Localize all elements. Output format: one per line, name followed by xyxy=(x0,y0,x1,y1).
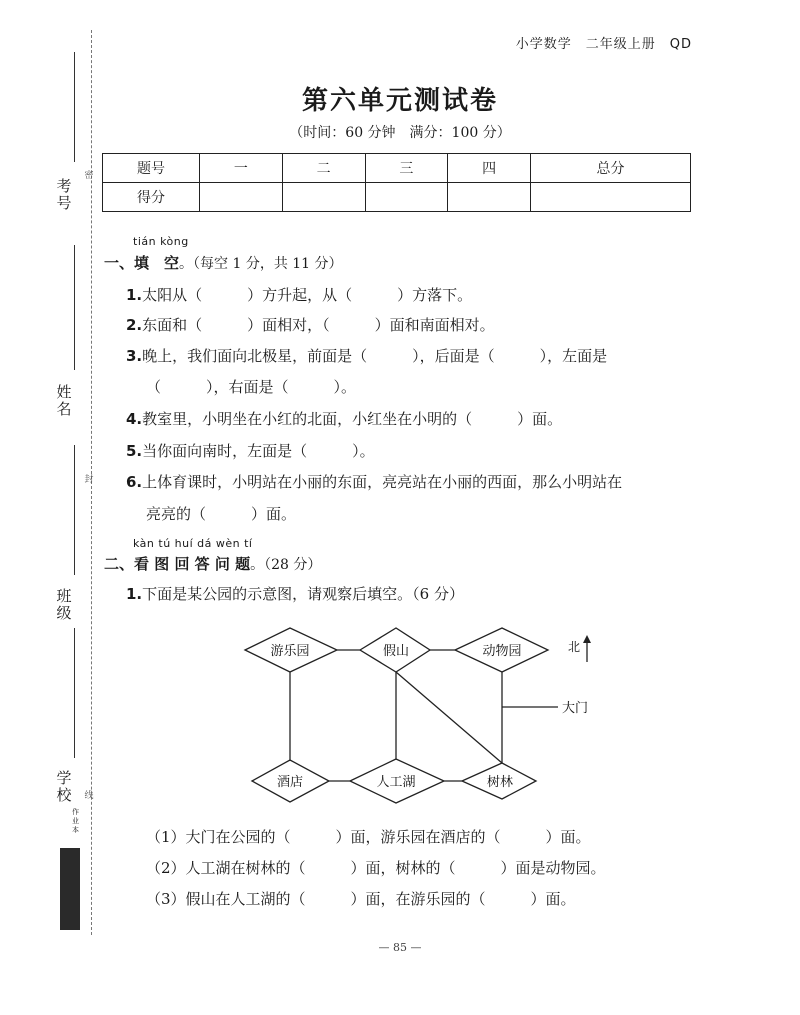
question-2-1 xyxy=(126,584,464,604)
cut-mark-line: 线 xyxy=(84,791,94,801)
score-input-cell[interactable] xyxy=(282,183,365,212)
section2-label: 二、看 图 回 答 问 题 xyxy=(104,555,251,573)
question-text: 晚上，我们面向北极星，前面是（ ），后面是（ ），左面是 xyxy=(142,347,608,365)
score-input-cell[interactable] xyxy=(365,183,448,212)
score-table xyxy=(102,153,691,212)
question-2-1-sub1: （1）大门在公园的（ ）面，游乐园在酒店的（ ）面。 xyxy=(146,828,591,846)
page-title: 第六单元测试卷 xyxy=(301,86,498,116)
question-1-3-cont: （ ），右面是（ ）。 xyxy=(146,378,357,396)
question-text: 教室里，小明坐在小红的北面，小红坐在小明的（ ）面。 xyxy=(142,410,563,428)
score-input-cell[interactable] xyxy=(200,183,283,212)
question-1-4 xyxy=(126,409,562,429)
table-cell: 三 xyxy=(365,154,448,183)
school-line xyxy=(74,628,75,758)
section2-note: 。（28 分） xyxy=(250,557,322,573)
question-text: 上体育课时，小明站在小丽的东面，亮亮站在小丽的西面，那么小明站在 xyxy=(142,473,623,491)
question-2-1-sub2: （2）人工湖在树林的（ ）面，树林的（ ）面是动物园。 xyxy=(146,859,606,877)
question-1-2 xyxy=(126,315,495,335)
class-label: 班级 xyxy=(56,587,72,622)
book-header: 小学数学 二年级上册 QD xyxy=(515,37,692,52)
node-lake-label: 人工湖 xyxy=(376,775,416,790)
question-1-1 xyxy=(126,285,472,305)
north-arrow-icon xyxy=(583,635,591,643)
path-rockery-grove xyxy=(396,672,502,763)
park-map-diagram xyxy=(230,615,630,815)
name-label: 姓名 xyxy=(56,383,72,418)
score-input-cell[interactable] xyxy=(531,183,691,212)
table-cell: 题号 xyxy=(103,154,200,183)
section1-heading xyxy=(104,252,343,273)
table-cell: 四 xyxy=(448,154,531,183)
question-number: 1. xyxy=(126,286,143,304)
node-zoo-label: 动物园 xyxy=(482,644,522,659)
exam-no-label: 考号 xyxy=(56,177,72,212)
question-text: 当你面向南时，左面是（ ）。 xyxy=(142,442,375,460)
cut-mark-seal: 密 xyxy=(84,171,94,181)
question-text: 下面是某公园的示意图，请观察后填空。（6 分） xyxy=(142,585,464,603)
table-cell: 总分 xyxy=(531,154,691,183)
question-1-6 xyxy=(126,472,622,492)
question-1-6-cont: 亮亮的（ ）面。 xyxy=(146,505,297,523)
class-line xyxy=(74,445,75,575)
page-number: — 85 — xyxy=(378,941,422,954)
question-2-1-sub3: （3）假山在人工湖的（ ）面，在游乐园的（ ）面。 xyxy=(146,890,576,908)
brand-subtitle: 作业本 xyxy=(72,808,79,834)
brand-logo xyxy=(60,848,80,930)
table-cell: 一 xyxy=(200,154,283,183)
section1-label: 一、填 空 xyxy=(104,254,180,272)
cut-mark-close: 封 xyxy=(84,475,94,485)
table-cell: 得分 xyxy=(103,183,200,212)
table-row xyxy=(103,183,691,212)
question-1-3 xyxy=(126,346,607,366)
question-number: 3. xyxy=(126,347,143,365)
question-number: 4. xyxy=(126,410,143,428)
name-line xyxy=(74,245,75,370)
node-amusement-label: 游乐园 xyxy=(270,644,310,659)
node-rockery-label: 假山 xyxy=(382,644,410,659)
score-input-cell[interactable] xyxy=(448,183,531,212)
north-label: 北 xyxy=(567,640,581,654)
question-number: 6. xyxy=(126,473,143,491)
node-hotel-label: 酒店 xyxy=(276,775,304,790)
question-1-5 xyxy=(126,441,375,461)
table-cell: 二 xyxy=(282,154,365,183)
section2-pinyin: kàn tú huí dá wèn tí xyxy=(133,537,253,550)
page-subtitle: （时间：60 分钟 满分：100 分） xyxy=(289,125,511,141)
question-text: 东面和（ ）面相对，（ ）面和南面相对。 xyxy=(142,316,495,334)
question-number: 1. xyxy=(126,585,143,603)
section2-heading xyxy=(104,553,321,574)
school-label: 学校 xyxy=(56,769,72,804)
section1-note: 。（每空 1 分，共 11 分） xyxy=(179,256,343,272)
question-number: 2. xyxy=(126,316,143,334)
table-row xyxy=(103,154,691,183)
node-grove-label: 树林 xyxy=(486,775,514,790)
question-text: 太阳从（ ）方升起，从（ ）方落下。 xyxy=(142,286,473,304)
section1-pinyin: tián kòng xyxy=(133,235,189,248)
question-number: 5. xyxy=(126,442,143,460)
gate-label: 大门 xyxy=(561,701,589,716)
